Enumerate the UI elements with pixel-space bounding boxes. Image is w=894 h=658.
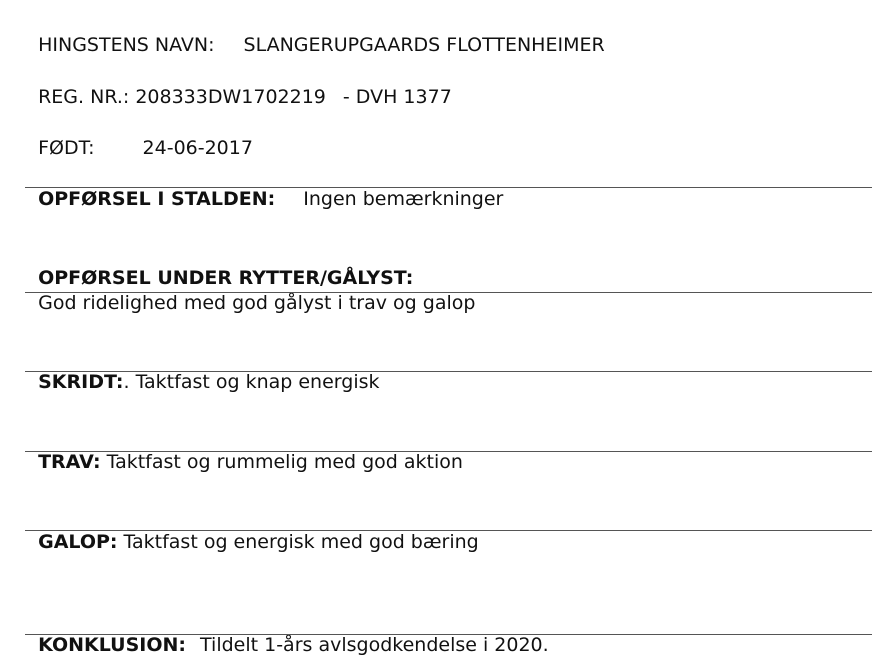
- conclusion-line: [26, 609, 549, 657]
- stable-behaviour-value: Ingen bemærkninger: [303, 188, 504, 210]
- registration-number: 208333DW1702219: [135, 86, 326, 108]
- walk-label: SKRIDT:: [38, 371, 124, 393]
- conclusion-label: KONKLUSION:: [38, 634, 187, 656]
- birth-date-label: FØDT:: [38, 137, 95, 159]
- rider-behaviour-label: OPFØRSEL UNDER RYTTER/GÅLYST:: [38, 267, 414, 289]
- rider-behaviour-value: God ridelighed med god gålyst i trav og galop: [38, 292, 476, 314]
- birth-date-line: [26, 112, 253, 160]
- registration-extra: - DVH 1377: [342, 86, 452, 108]
- divider: [25, 634, 872, 635]
- birth-date-value: 24-06-2017: [142, 137, 253, 159]
- canter-value: Taktfast og energisk med god bæring: [117, 531, 479, 553]
- trot-line: [26, 426, 463, 474]
- divider: [25, 451, 872, 452]
- divider: [25, 530, 872, 531]
- trot-label: TRAV:: [38, 451, 101, 473]
- rider-behaviour-text-line: [26, 267, 475, 315]
- divider: [25, 292, 872, 293]
- conclusion-value: Tildelt 1-års avlsgodkendelse i 2020.: [200, 634, 549, 656]
- stable-behaviour-label: OPFØRSEL I STALDEN:: [38, 188, 276, 210]
- horse-name-label: HINGSTENS NAVN:: [38, 34, 215, 56]
- walk-line: [26, 346, 380, 394]
- horse-name-value: SLANGERUPGAARDS FLOTTENHEIMER: [243, 34, 605, 56]
- canter-label: GALOP:: [38, 531, 118, 553]
- registration-label: REG. NR.:: [38, 86, 130, 108]
- walk-value: . Taktfast og knap energisk: [123, 371, 380, 393]
- divider: [25, 187, 872, 188]
- registration-line: [26, 61, 452, 109]
- horse-name-line: [26, 9, 605, 57]
- trot-value: Taktfast og rummelig med god aktion: [100, 451, 463, 473]
- divider: [25, 371, 872, 372]
